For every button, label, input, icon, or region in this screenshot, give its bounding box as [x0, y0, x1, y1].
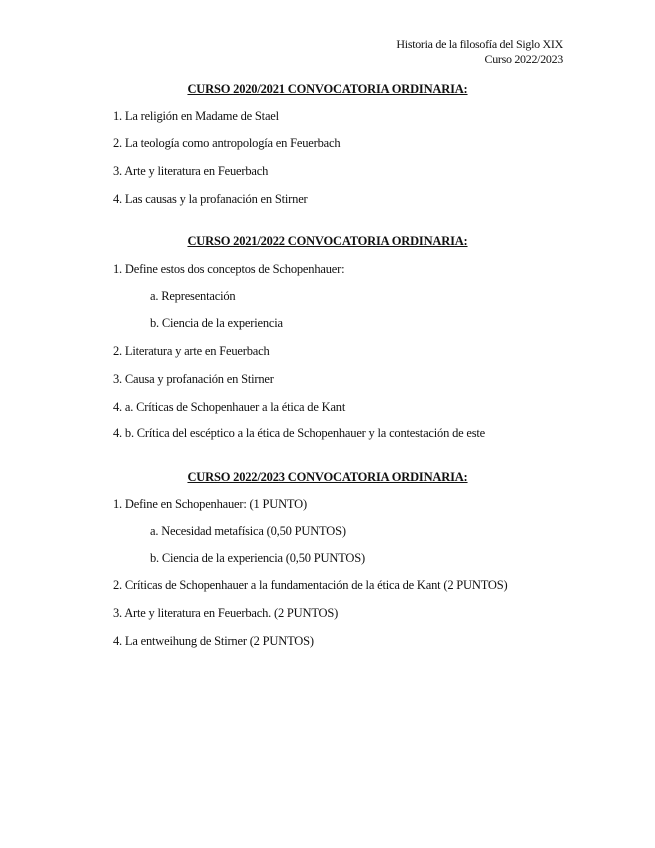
header-course-title: Historia de la filosofía del Siglo XIX — [396, 37, 563, 51]
list-item: 1. La religión en Madame de Stael — [113, 109, 279, 123]
list-item: 4. a. Críticas de Schopenhauer a la ética de Kant — [113, 400, 346, 414]
list-item: 4. Las causas y la profanación en Stirner — [113, 192, 308, 206]
list-item: 3. Arte y literatura en Feuerbach — [113, 164, 269, 178]
section-heading: CURSO 2022/2023 CONVOCATORIA ORDINARIA: — [187, 470, 468, 484]
sub-list-item: b. Ciencia de la experiencia (0,50 PUNTOS) — [150, 551, 365, 565]
list-item: 1. Define estos dos conceptos de Schopenhauer: — [113, 262, 345, 276]
list-item: 2. Literatura y arte en Feuerbach — [113, 344, 270, 358]
list-item: 4. b. Crítica del escéptico a la ética de Schopenhauer y la contestación de este — [113, 426, 486, 440]
sub-list-item: a. Necesidad metafísica (0,50 PUNTOS) — [150, 524, 346, 538]
list-item: 3. Arte y literatura en Feuerbach. (2 PUNTOS) — [113, 606, 339, 620]
section-heading: CURSO 2021/2022 CONVOCATORIA ORDINARIA: — [187, 234, 468, 248]
header-course-year: Curso 2022/2023 — [484, 52, 563, 66]
list-item: 1. Define en Schopenhauer: (1 PUNTO) — [113, 497, 307, 511]
sub-list-item: b. Ciencia de la experiencia — [150, 316, 283, 330]
list-item: 2. La teología como antropología en Feuerbach — [113, 136, 341, 150]
list-item: 2. Críticas de Schopenhauer a la fundamentación de la ética de Kant (2 PUNTOS) — [113, 578, 508, 592]
section-heading: CURSO 2020/2021 CONVOCATORIA ORDINARIA: — [187, 82, 468, 96]
list-item: 3. Causa y profanación en Stirner — [113, 372, 274, 386]
list-item: 4. La entweihung de Stirner (2 PUNTOS) — [113, 634, 314, 648]
sub-list-item: a. Representación — [150, 289, 236, 303]
